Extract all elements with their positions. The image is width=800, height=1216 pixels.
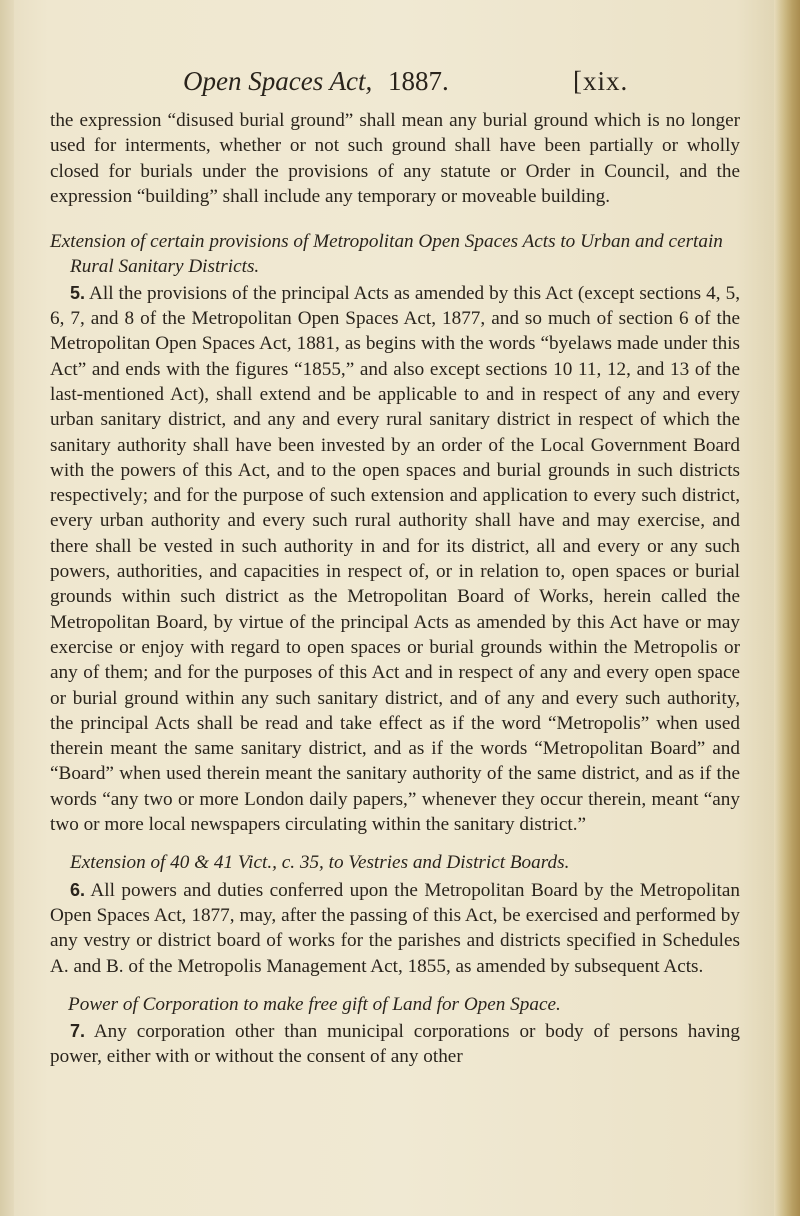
heading-section-5: Extension of certain provisions of Metropolitan Open Spaces Acts to Urban and certain Rural Sanitary Districts. [50,231,723,278]
page-left-edge [0,0,14,1216]
section-5-text: All the provisions of the principal Acts as amended by this Act (except sections 4, 5, 6, 7, and 8 of the Metropolitan Open Spaces Act, 1877, and so much of section 6 of the Metropolitan Open Spaces Act, 1881, as begins with the words “byelaws made under this Act” and ends with the figures “1855,” and also except sections 10 11, 12, and 13 of the last-mentioned Act), shall extend and be applicable to and in respect of any and every urban sanitary district, and any and every rural sanitary district in respect of which the sanitary authority shall have been invested by an order of the Local Government Board with the powers of this Act, and to the open spaces and burial grounds in such districts respectively; and for the purpose of such extension and application to every such district, every urban authority and every such rural authority shall have and may exercise, and there shall be vested in such authority in and for its district, all and every or any such powers, authorities, and capacities in respect of, or in relation to, open spaces or burial grounds within such district as the Metropolitan Board of Works, herein called the Metropolitan Board, by virtue of the principal Acts as amended by this Act have or may exercise or enjoy with regard to open spaces or burial grounds within the Metropolis or any of them; and for the purposes of this Act and in respect of any and every open space or burial ground within any such sanitary district, and of any and every such authority, the principal Acts shall be read and take effect as if the word “Metropolis” when used therein meant the same sanitary district, and as if the words “Metropolitan Board” and “Board” when used therein meant the sanitary authority of the same district, and as if the words “any two or more London daily papers,” whenever they occur therein, meant “any two or more local newspapers circulating within the sanitary district.” [50,282,740,836]
running-header [50,56,740,108]
section-7-number: 7. [70,1021,86,1042]
section-6-text: All powers and duties conferred upon the Metropolitan Board by the Metropolitan Open Spaces Act, 1877, may, after the passing of this Act, be exercised and performed by any vestry or district board of works for the parishes and districts specified in Schedules A. and B. of the Metropolis Management Act, 1855, as amended by subsequent Acts. [50,879,740,977]
section-5-paragraph [50,281,740,838]
header-section: [xix. [573,66,629,96]
page-content [50,56,740,1070]
section-6-number: 6. [70,879,86,900]
section-6-paragraph [50,878,740,979]
section-5-number: 5. [70,282,86,303]
section-7-paragraph [50,1019,740,1070]
page-right-edge [774,0,800,1216]
header-year: 1887. [388,66,449,96]
heading-section-7: Power of Corporation to make free gift of Land for Open Space. [68,993,561,1015]
intro-paragraph: the expression “disused burial ground” shall mean any burial ground which is no longer used for interments, whether or not such ground shall have been partially or wholly closed for burials under the provisions of any statute or Order in Council, and the expression “building” shall include any temporary or moveable building. [50,110,740,207]
heading-section-6: Extension of 40 & 41 Vict., c. 35, to Vestries and District Boards. [70,852,570,874]
header-title: Open Spaces Act, [183,66,373,96]
section-7-text: Any corporation other than municipal corporations or body of persons having power, either with or without the consent of any other [50,1021,740,1068]
